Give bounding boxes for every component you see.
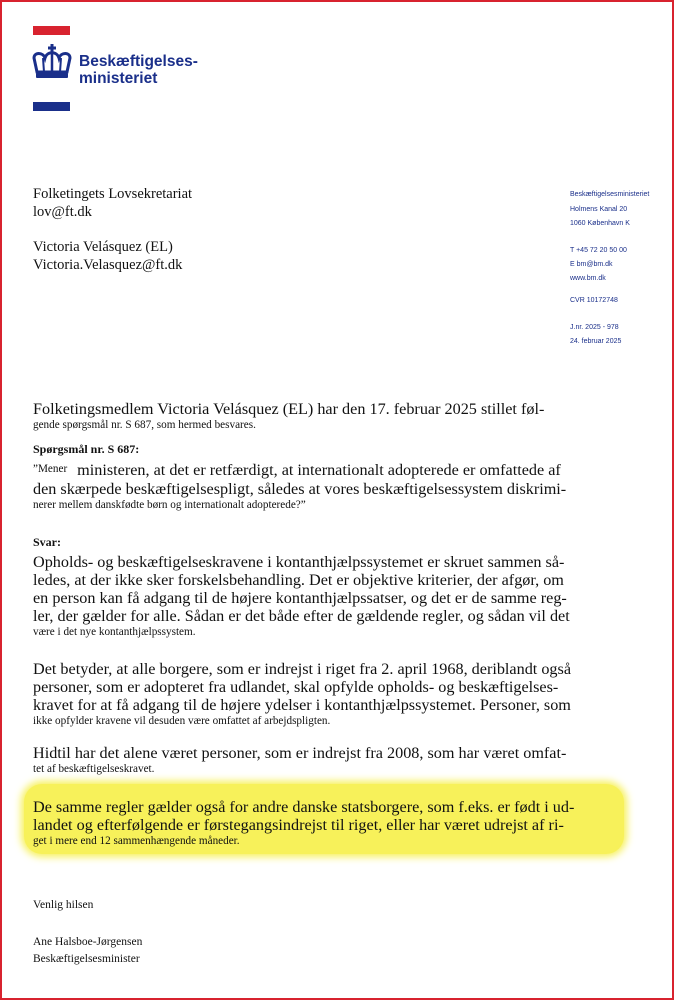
recipient-block-2 [33,238,182,274]
recipient-block [33,185,192,221]
question-heading: Spørgsmål nr. S 687: [33,442,140,456]
sender-city: 1060 København K [570,220,630,227]
sender-email: E bm@bm.dk [570,261,613,268]
letter-date: 24. februar 2025 [570,338,622,345]
answer-heading: Svar: [33,535,61,549]
recipient-mp-name: Victoria Velásquez (EL) [33,239,173,255]
journal-number: J.nr. 2025 - 978 [570,324,619,331]
answer-paragraph-3: Hidtil har det alene været personer, som er indrejst fra 2008, som har været omfat- tet af beskæftigelseskravet. [33,744,567,775]
flag-stripe-bottom [33,102,70,111]
closing-greeting: Venlig hilsen [33,899,94,911]
answer-paragraph-4-highlighted: De samme regler gælder også for andre danske statsborgere, som f.eks. er født i ud- landet og efterfølgende er førstegangsindrejst til riget, eller har været udrejst af ri- get i mere end 12 sammenhængende måneder. [33,798,575,847]
recipient-mp-email: Victoria.Velasquez@ft.dk [33,257,183,273]
signatory-name: Ane Halsboe-Jørgensen [33,936,143,948]
signatory-title: Beskæftigelsesminister [33,953,140,965]
answer-paragraph-1: Opholds- og beskæftigelseskravene i kontanthjælpssystemet er skruet sammen så- ledes, at der ikke sker forskelsbehandling. Det er objektive kriterier, der afgør, om en person kan få adgang til de højere kontanthjælpssatser, og det er de samme reg- ler, der gælder for alle. Sådan er det både efter de gældende regler, og sådan vil det være i det nye kontanthjælpssystem. [33,553,570,638]
answer-section [33,535,618,639]
ministry-logo-text [79,53,198,87]
sender-phone: T +45 72 20 50 00 [570,247,627,254]
sender-web: www.bm.dk [570,275,606,282]
question-section: Spørgsmål nr. S 687: ”Mener ministeren, at det er retfærdigt, at internationalt adopterede er omfattede af den skærpede beskæftigelsespligt, således at vores beskæftigelsessystem diskrimi- nerer mellem danskfødte børn og internationalt adopterede?” [33,442,618,512]
logo-line-1: Beskæftigelses- [79,53,198,70]
crown-icon [31,42,73,82]
recipient-name: Folketingets Lovsekretariat [33,186,193,202]
sender-street: Holmens Kanal 20 [570,206,628,213]
signature-block [33,934,142,968]
intro-paragraph: Folketingsmedlem Victoria Velásquez (EL) har den 17. februar 2025 stillet føl- gende spørgsmål nr. S 687, som hermed besvares. [33,400,545,431]
sender-name: Beskæftigelsesministeriet [570,191,650,198]
flag-stripe-top [33,26,70,35]
logo-line-2: ministeriet [79,70,158,87]
answer-paragraph-2: Det betyder, at alle borgere, som er indrejst i riget fra 2. april 1968, deriblandt også personer, som er adopteret fra udlandet, skal opfylde opholds- og beskæftigelses- kravet for at få adgang til de højere ydelser i kontanthjælpssystemet. Personer, som ikke opfylder kravene vil desuden være omfattet af arbejdspligten. [33,660,572,727]
sender-info [570,190,649,346]
sender-cvr: CVR 10172748 [570,297,618,304]
recipient-email: lov@ft.dk [33,204,92,220]
